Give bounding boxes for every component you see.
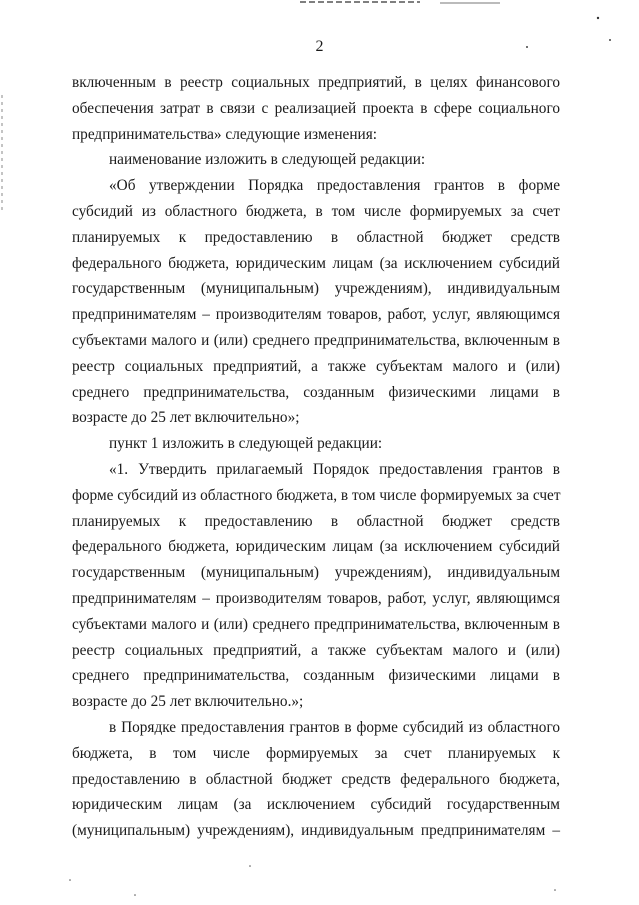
text-line: обеспечения затрат в связи с реализацией проекта в сфере социального [72, 99, 560, 117]
page-number: 2 [315, 38, 324, 55]
text-line: возрасте до 25 лет включительно»; [72, 409, 300, 427]
paragraph [72, 147, 560, 173]
text-line: субсидий из областного бюджета, в том числе формируемых за счет [72, 202, 560, 220]
paragraph [72, 715, 560, 844]
paragraph [72, 457, 560, 715]
text-line: «1. Утвердить прилагаемый Порядок предоставления грантов в [109, 460, 560, 478]
text-line: субъектами малого и (или) среднего предпринимательства, включенным в [72, 331, 560, 349]
text-line: предпринимательства» следующие изменения: [72, 125, 377, 143]
text-line: предпринимателям – производителям товаров, работ, услуг, являющимся [72, 589, 560, 607]
text-line: планируемых к предоставлению в областной бюджет средств [72, 228, 560, 246]
text-line: реестр социальных предприятий, а также субъектам малого и (или) [72, 357, 560, 375]
paragraph [72, 70, 560, 147]
paragraph [72, 431, 560, 457]
text-line: федерального бюджета, юридическим лицам (за исключением субсидий [72, 538, 560, 556]
text-line: бюджета, в том числе формируемых за счет планируемых к [72, 744, 560, 762]
text-line: форме субсидий из областного бюджета, в том числе формируемых за счет [72, 486, 561, 504]
text-line: возрасте до 25 лет включительно.»; [72, 693, 304, 711]
text-line: юридическим лицам (за исключением субсидий государственным [72, 796, 560, 814]
paragraph [72, 173, 560, 431]
text-line: реестр социальных предприятий, а также субъектам малого и (или) [72, 641, 560, 659]
document-body [72, 70, 560, 844]
text-line: государственным (муниципальным) учреждениям), индивидуальным [72, 564, 560, 582]
text-line: федерального бюджета, юридическим лицам (за исключением субсидий [72, 254, 560, 272]
text-line: в Порядке предоставления грантов в форме субсидий из областного [109, 718, 560, 736]
text-line: государственным (муниципальным) учреждениям), индивидуальным [72, 280, 560, 298]
text-line: наименование изложить в следующей редакции: [109, 151, 426, 169]
text-line: включенным в реестр социальных предприятий, в целях финансового [72, 74, 560, 91]
text-line: (муниципальным) учреждениям), индивидуальным предпринимателям – [72, 822, 560, 840]
text-line: предпринимателям – производителям товаров, работ, услуг, являющимся [72, 306, 560, 324]
text-line: планируемых к предоставлению в областной бюджет средств [72, 512, 560, 530]
text-line: среднего предпринимательства, созданным физическими лицами в [72, 383, 560, 401]
text-line: субъектами малого и (или) среднего предпринимательства, включенным в [72, 615, 560, 633]
text-line: среднего предпринимательства, созданным физическими лицами в [72, 667, 560, 685]
text-line: «Об утверждении Порядка предоставления грантов в форме [109, 177, 560, 195]
text-line: предоставлению в областной бюджет средств федерального бюджета, [72, 770, 560, 788]
text-line: пункт 1 изложить в следующей редакции: [109, 435, 383, 453]
